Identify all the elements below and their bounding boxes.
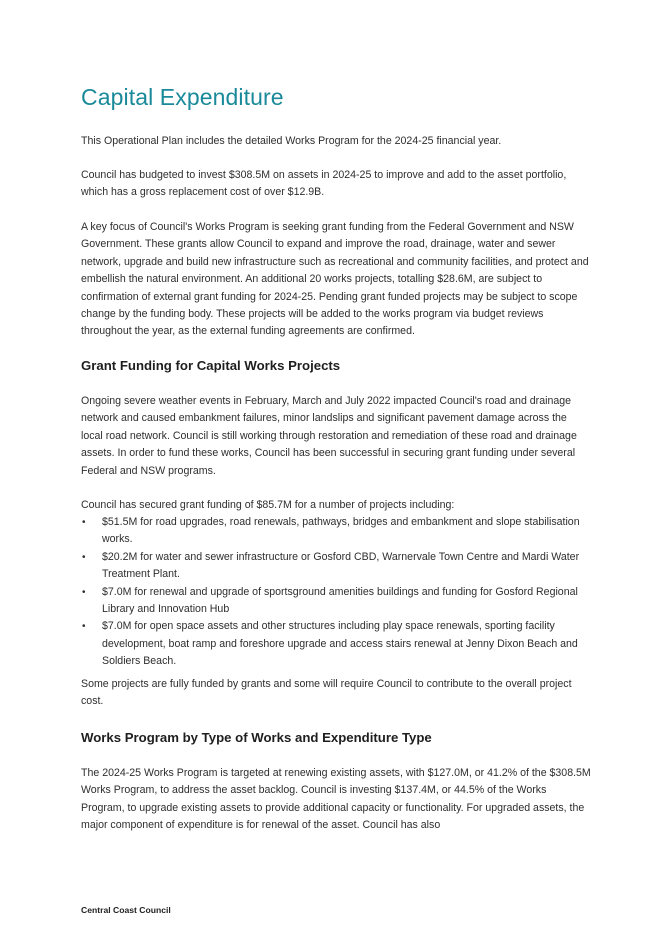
bullet-text: $20.2M for water and sewer infrastructure or Gosford CBD, Warnervale Town Centre and Mardi Water Treatment Plant. [102,550,580,581]
grant-paragraph-1: Ongoing severe weather events in February, March and July 2022 impacted Council's road and drainage network and caused embankment failures, minor landslips and significant pavement damage across the local road network. Council is still working through restoration and remediation of these road and drainage assets. In order to fund these works, Council has been successful in securing grant funding under several Federal and NSW programs. [81,395,577,477]
bullet-text: $51.5M for road upgrades, road renewals, pathways, bridges and embankment and slope stabilisation works. [102,516,580,546]
grant-section-heading: Grant Funding for Capital Works Projects [81,358,341,373]
intro-paragraph-2: Council has budgeted to invest $308.5M on assets in 2024-25 to improve and add to the asset portfolio, which has a gross replacement cost of over $12.9B. [81,169,567,199]
list-item [81,514,591,549]
grant-bullet-list [81,514,591,671]
list-item [81,584,591,619]
works-section-heading: Works Program by Type of Works and Expenditure Type [81,730,432,745]
bullet-icon: • [82,551,86,563]
bullet-text: $7.0M for renewal and upgrade of sportsground amenities buildings and funding for Gosford Regional Library and Innovation Hub [102,585,578,616]
page-title: Capital Expenditure [81,84,284,110]
intro-paragraph-1: This Operational Plan includes the detailed Works Program for the 2024-25 financial year. [81,135,502,147]
bullet-icon: • [82,517,86,528]
bullet-icon: • [82,621,86,633]
bullet-icon: • [82,586,86,598]
works-paragraph-1: The 2024-25 Works Program is targeted at renewing existing assets, with $127.0M, or 41.2% of the $308.5M Works Program, to address the asset backlog. Council is investing $137.4M, or 44.5% of the Works Program, to upgrade existing assets to provide additional capacity or functionality. For upgraded assets, the major component of expenditure is for renewal of the asset. Council has also [81,767,591,832]
grant-paragraph-2: Council has secured grant funding of $85.7M for a number of projects including: [81,499,455,511]
list-item [81,549,591,584]
grant-paragraph-3: Some projects are fully funded by grants and some will require Council to contribute to the overall project cost. [81,678,572,708]
list-item [81,618,591,670]
bullet-text: $7.0M for open space assets and other structures including play space renewals, sporting facility development, boat ramp and foreshore upgrade and access stairs renewal at Jenny Dixon Beach and Soldiers Beach. [102,620,578,668]
footer-organisation: Central Coast Council [81,905,171,915]
intro-paragraph-3: A key focus of Council's Works Program is seeking grant funding from the Federal Government and NSW Government. These grants allow Council to expand and improve the road, drainage, water and sewer network, upgrade and build new infrastructure such as recreational and community facilities, and protect and embellish the natural environment. An additional 20 works projects, totalling $28.6M, are subject to confirmation of external grant funding for 2024-25. Pending grant funded projects may be subject to scope change by the funding body. These projects will be added to the works program via budget reviews throughout the year, as the external funding agreements are confirmed. [81,221,589,338]
